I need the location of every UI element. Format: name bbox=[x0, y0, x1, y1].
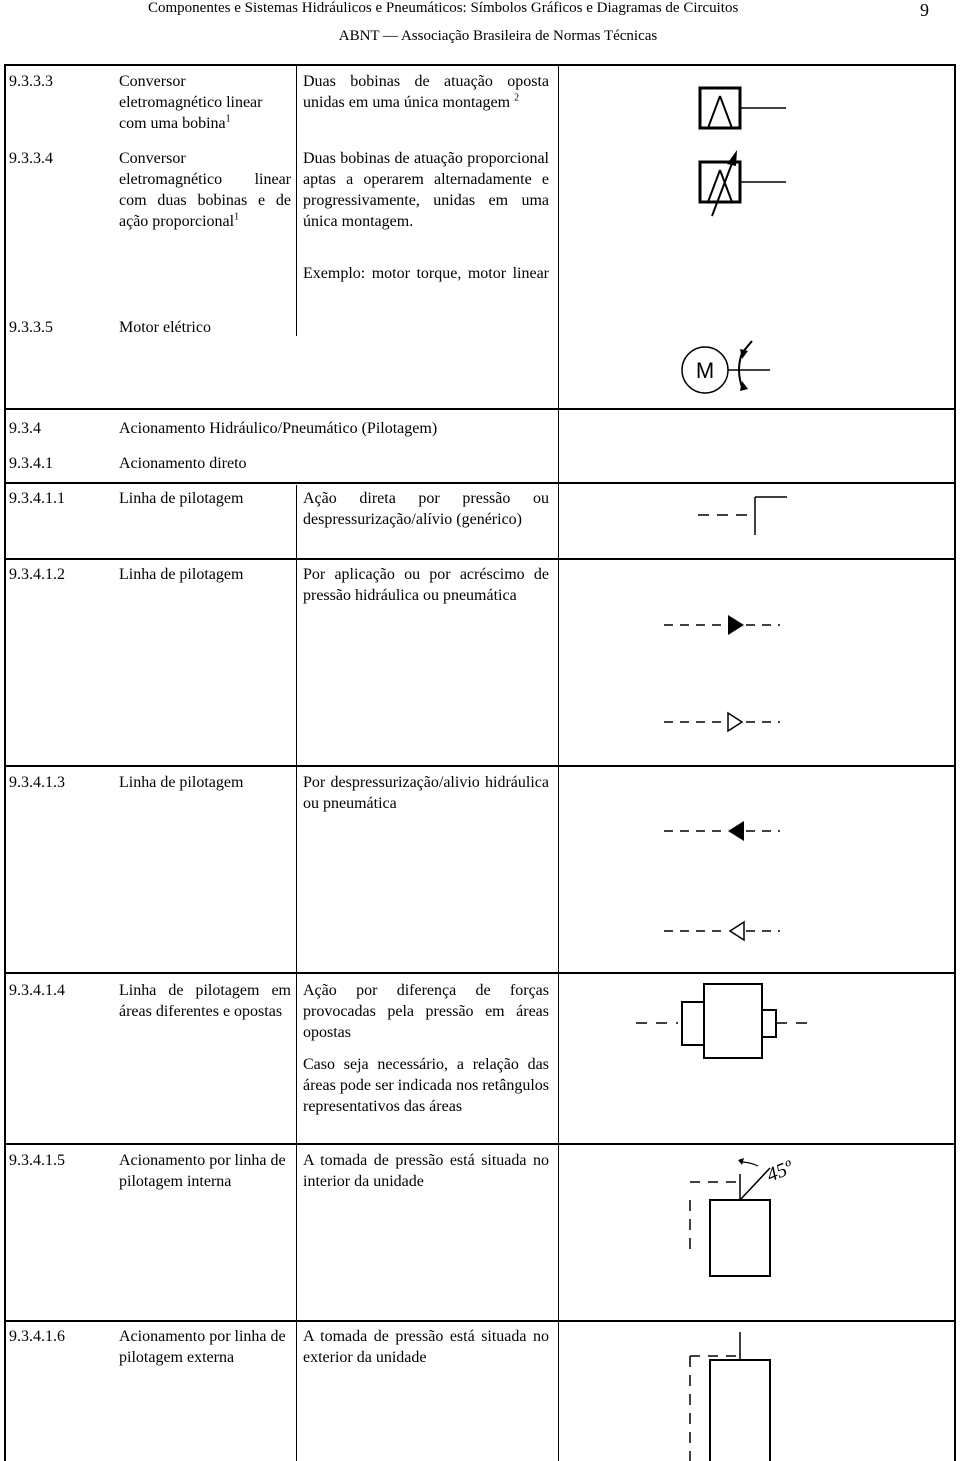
row-desc-9-3-4-1-1: Ação direta por pressão ou despressurização/alívio (genérico) bbox=[303, 490, 549, 528]
row-number-9-3-4-1-4: 9.3.4.1.4 bbox=[9, 982, 65, 999]
row-desc-9-3-4-1-5: A tomada de pressão está situada no interior da unidade bbox=[303, 1152, 549, 1190]
row-number-9-3-4-1-3: 9.3.4.1.3 bbox=[9, 774, 65, 791]
row-desc-9-3-4-1-4: Ação por diferença de forças provocadas pela pressão em áreas opostas bbox=[303, 982, 549, 1041]
row-divider-9-3-4-1-1 bbox=[4, 482, 956, 484]
table-left-border bbox=[4, 64, 6, 1461]
row-name-9-3-3-3 bbox=[119, 71, 291, 134]
row-note-9-3-4-1-4: Caso seja necessário, a relação das áreas pode ser indicada nos retângulos representativos das áreas bbox=[303, 1056, 549, 1115]
row-divider-9-3-4 bbox=[4, 408, 956, 410]
row-divider-9-3-4-1-2 bbox=[4, 558, 956, 560]
column-divider-c bbox=[558, 66, 559, 1461]
pneumatic-pressure-pilot-symbol bbox=[662, 709, 782, 737]
row-number-9-3-4-1-1: 9.3.4.1.1 bbox=[9, 490, 65, 507]
proportional-coil-converter-symbol bbox=[690, 150, 790, 220]
electric-motor-symbol bbox=[670, 335, 780, 405]
row-name-9-3-4-1-3: Linha de pilotagem bbox=[119, 774, 244, 791]
column-divider-a bbox=[296, 66, 297, 336]
row-name-9-3-4-1: Acionamento direto bbox=[119, 455, 247, 472]
row-name-9-3-4-1-2: Linha de pilotagem bbox=[119, 566, 244, 583]
row-number-9-3-4: 9.3.4 bbox=[9, 420, 41, 437]
footnote-marker: 2 bbox=[514, 92, 520, 104]
table-right-border bbox=[954, 64, 956, 1461]
row-name-9-3-4-1-5: Acionamento por linha de pilotagem interna bbox=[119, 1152, 286, 1190]
row-desc-9-3-4-1-6: A tomada de pressão está situada no exterior da unidade bbox=[303, 1328, 549, 1366]
row-name-9-3-4: Acionamento Hidráulico/Pneumático (Pilotagem) bbox=[119, 420, 438, 437]
row-number-9-3-4-1-5: 9.3.4.1.5 bbox=[9, 1152, 65, 1169]
header-title: Componentes e Sistemas Hidráulicos e Pneumáticos: Símbolos Gráficos e Diagramas de Circuitos bbox=[148, 0, 739, 16]
row-example-9-3-3-4: Exemplo: motor torque, motor linear bbox=[303, 265, 549, 282]
external-pilot-symbol bbox=[680, 1332, 800, 1461]
row-number-9-3-4-1: 9.3.4.1 bbox=[9, 455, 53, 472]
row-divider-9-3-4-1-5 bbox=[4, 1143, 956, 1145]
header-subtitle bbox=[0, 28, 960, 45]
row-divider-9-3-4-1-6 bbox=[4, 1320, 956, 1322]
row-name-text: Conversor eletromagnético linear com duas bobinas e de ação proporcional bbox=[119, 150, 291, 230]
hydraulic-relief-pilot-symbol bbox=[662, 818, 782, 846]
row-number-9-3-3-4: 9.3.3.4 bbox=[9, 150, 53, 167]
page-number: 9 bbox=[920, 0, 929, 20]
row-name-9-3-4-1-6: Acionamento por linha de pilotagem externa bbox=[119, 1328, 286, 1366]
row-desc-9-3-3-4: Duas bobinas de atuação proporcional aptas a operarem alternadamente e progressivamente, unidas em uma única montagem. bbox=[303, 150, 549, 230]
row-desc-text: Duas bobinas de atuação oposta unidas em uma única montagem bbox=[303, 73, 549, 111]
table-top-border bbox=[4, 64, 956, 66]
row-name-9-3-3-5: Motor elétrico bbox=[119, 319, 211, 336]
row-divider-9-3-4-1-3 bbox=[4, 765, 956, 767]
pilot-line-generic-symbol bbox=[695, 495, 790, 540]
internal-pilot-symbol bbox=[680, 1150, 830, 1280]
row-desc-9-3-3-3 bbox=[303, 71, 549, 113]
header-subtitle-text: ABNT — Associação Brasileira de Normas Técnicas bbox=[338, 28, 658, 44]
row-number-9-3-4-1-2: 9.3.4.1.2 bbox=[9, 566, 65, 583]
angle-label: 45º bbox=[763, 1156, 797, 1187]
row-name-9-3-4-1-4: Linha de pilotagem em áreas diferentes e opostas bbox=[119, 982, 291, 1020]
hydraulic-pressure-pilot-symbol bbox=[662, 612, 782, 640]
row-number-9-3-3-5: 9.3.3.5 bbox=[9, 319, 53, 336]
row-name-text: Conversor eletromagnético linear com uma bobina bbox=[119, 73, 263, 132]
footnote-marker: 1 bbox=[234, 211, 240, 223]
row-name-9-3-4-1-1: Linha de pilotagem bbox=[119, 490, 244, 507]
row-desc-9-3-4-1-2: Por aplicação ou por acréscimo de pressão hidráulica ou pneumática bbox=[303, 566, 549, 604]
single-coil-converter-symbol bbox=[690, 85, 790, 135]
row-name-9-3-3-4 bbox=[119, 148, 291, 232]
pneumatic-relief-pilot-symbol bbox=[662, 918, 782, 946]
row-desc-9-3-4-1-3: Por despressurização/alivio hidráulica ou pneumática bbox=[303, 774, 549, 812]
differential-area-pilot-symbol bbox=[636, 980, 816, 1060]
motor-label: M bbox=[695, 358, 715, 383]
footnote-marker: 1 bbox=[225, 113, 231, 125]
row-number-9-3-3-3: 9.3.3.3 bbox=[9, 73, 53, 90]
row-divider-9-3-4-1-4 bbox=[4, 972, 956, 974]
row-number-9-3-4-1-6: 9.3.4.1.6 bbox=[9, 1328, 65, 1345]
